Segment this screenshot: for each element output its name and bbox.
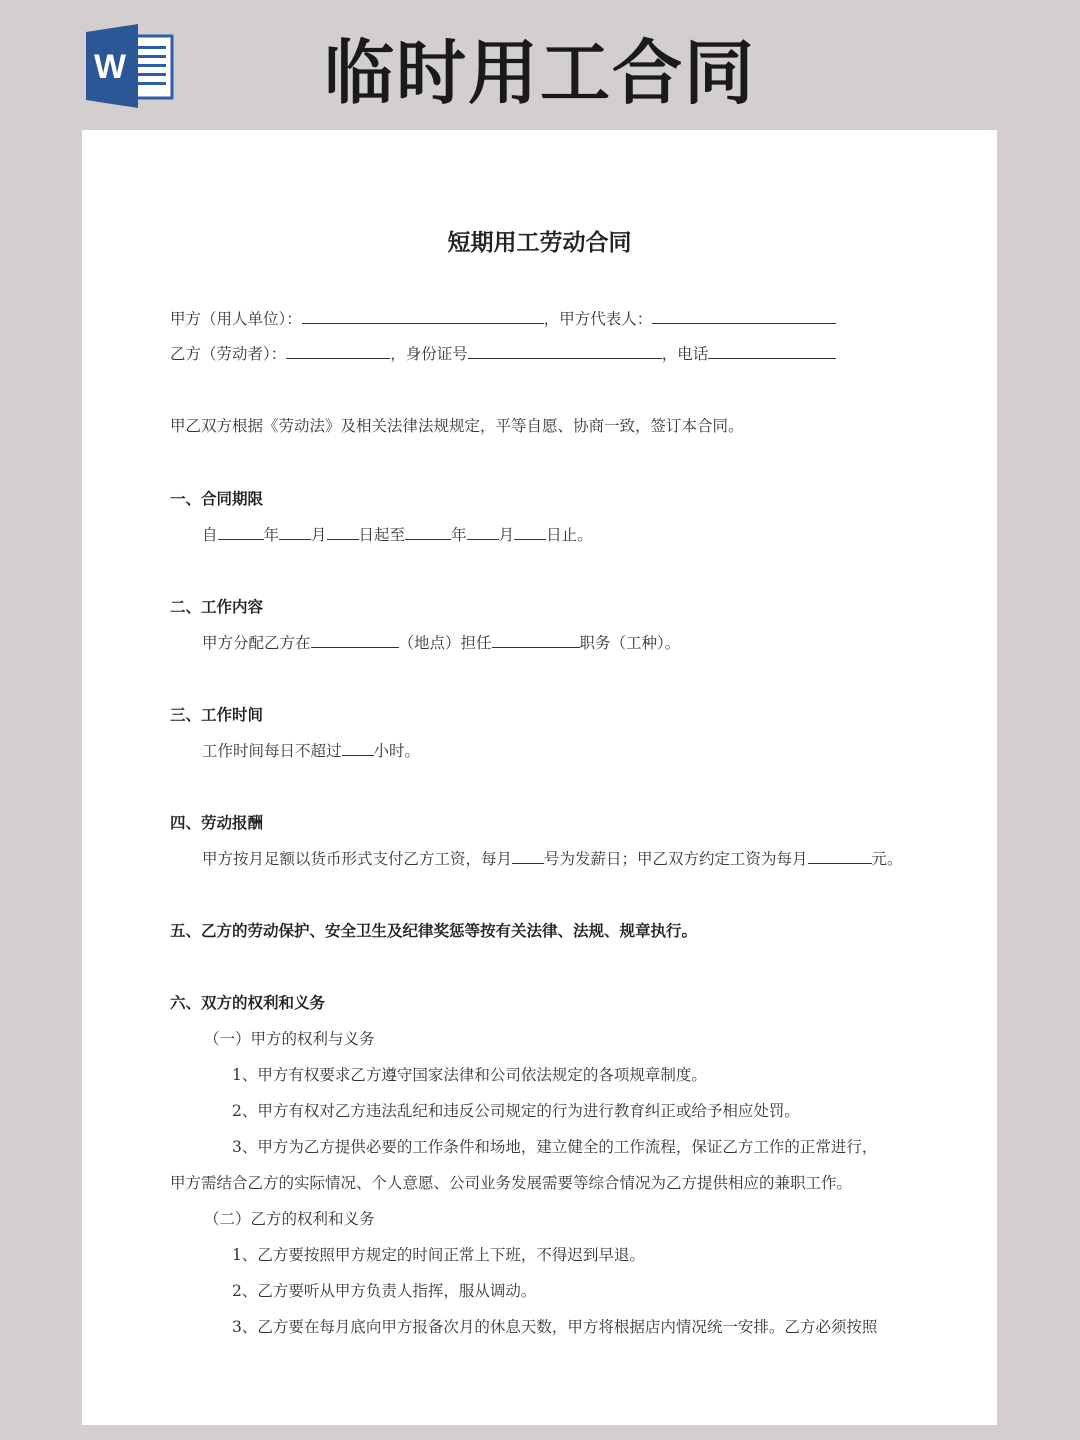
word-icon-letter: W — [93, 48, 127, 86]
section-1-body: 自 年 月 日起至 年 月 日止。 — [202, 526, 593, 544]
document-page — [82, 130, 997, 1425]
section-3-heading: 三、工作时间 — [170, 706, 264, 724]
list-item: 1、甲方有权要求乙方遵守国家法律和公司依法规定的各项规章制度。 — [232, 1066, 707, 1084]
list-item: 3、甲方为乙方提供必要的工作条件和场地，建立健全的工作流程，保证乙方工作的正常进行， — [232, 1138, 878, 1156]
party-b-line — [170, 343, 836, 365]
section-2-heading: 二、工作内容 — [170, 598, 264, 616]
list-item: 3、乙方要在每月底向甲方报备次月的休息天数，甲方将根据店内情况统一安排。乙方必须按照 — [232, 1318, 878, 1336]
monthly-wage-blank[interactable] — [808, 848, 872, 864]
preamble: 甲乙双方根据《劳动法》及相关法律法规规定，平等自愿、协商一致，签订本合同。 — [170, 417, 744, 435]
end-year-blank[interactable] — [405, 524, 451, 540]
party-b-id-label: ，身份证号 — [390, 345, 468, 363]
end-month-blank[interactable] — [467, 524, 499, 540]
section-6a-heading: （一）甲方的权利与义务 — [204, 1030, 375, 1048]
section-4-body: 甲方按月足额以货币形式支付乙方工资，每月 号为发薪日；甲乙双方约定工资为每月 元。 — [202, 850, 903, 868]
start-year-blank[interactable] — [218, 524, 264, 540]
section-3-body: 工作时间每日不超过 小时。 — [202, 742, 421, 760]
party-b-phone-label: ，电话 — [661, 345, 709, 363]
party-a-line — [170, 308, 836, 330]
job-title-blank[interactable] — [492, 632, 580, 648]
section-6-heading: 六、双方的权利和义务 — [170, 994, 326, 1012]
payday-blank[interactable] — [512, 848, 544, 864]
end-day-blank[interactable] — [514, 524, 546, 540]
start-month-blank[interactable] — [279, 524, 311, 540]
document-title: 短期用工劳动合同 — [447, 230, 632, 256]
daily-hours-blank[interactable] — [342, 740, 374, 756]
section-1-heading: 一、合同期限 — [170, 490, 264, 508]
party-b-phone-blank[interactable] — [708, 343, 836, 359]
party-b-id-blank[interactable] — [468, 343, 662, 359]
party-a-name-blank[interactable] — [302, 308, 544, 324]
list-item: 1、乙方要按照甲方规定的时间正常上下班，不得迟到早退。 — [232, 1246, 645, 1264]
party-a-rep-blank[interactable] — [652, 308, 836, 324]
party-b-label: 乙方（劳动者）： — [170, 345, 287, 363]
section-5-heading: 五、乙方的劳动保护、安全卫生及纪律奖惩等按有关法律、法规、规章执行。 — [170, 922, 698, 940]
list-item: 2、甲方有权对乙方违法乱纪和违反公司规定的行为进行教育纠正或给予相应处罚。 — [232, 1102, 800, 1120]
party-a-label: 甲方（用人单位）： — [170, 310, 302, 328]
section-6b-heading: （二）乙方的权利和义务 — [204, 1210, 375, 1228]
section-4-heading: 四、劳动报酬 — [170, 814, 264, 832]
party-a-rep-label: ，甲方代表人： — [543, 310, 653, 328]
list-item-continuation: 甲方需结合乙方的实际情况、个人意愿、公司业务发展需要等综合情况为乙方提供相应的兼职工作。 — [170, 1174, 853, 1192]
party-b-name-blank[interactable] — [286, 343, 390, 359]
start-day-blank[interactable] — [327, 524, 359, 540]
work-location-blank[interactable] — [311, 632, 399, 648]
banner-title: 临时用工合同 — [324, 32, 756, 114]
section-2-body: 甲方分配乙方在 （地点）担任 职务（工种）。 — [202, 634, 681, 652]
list-item: 2、乙方要听从甲方负责人指挥，服从调动。 — [232, 1282, 537, 1300]
